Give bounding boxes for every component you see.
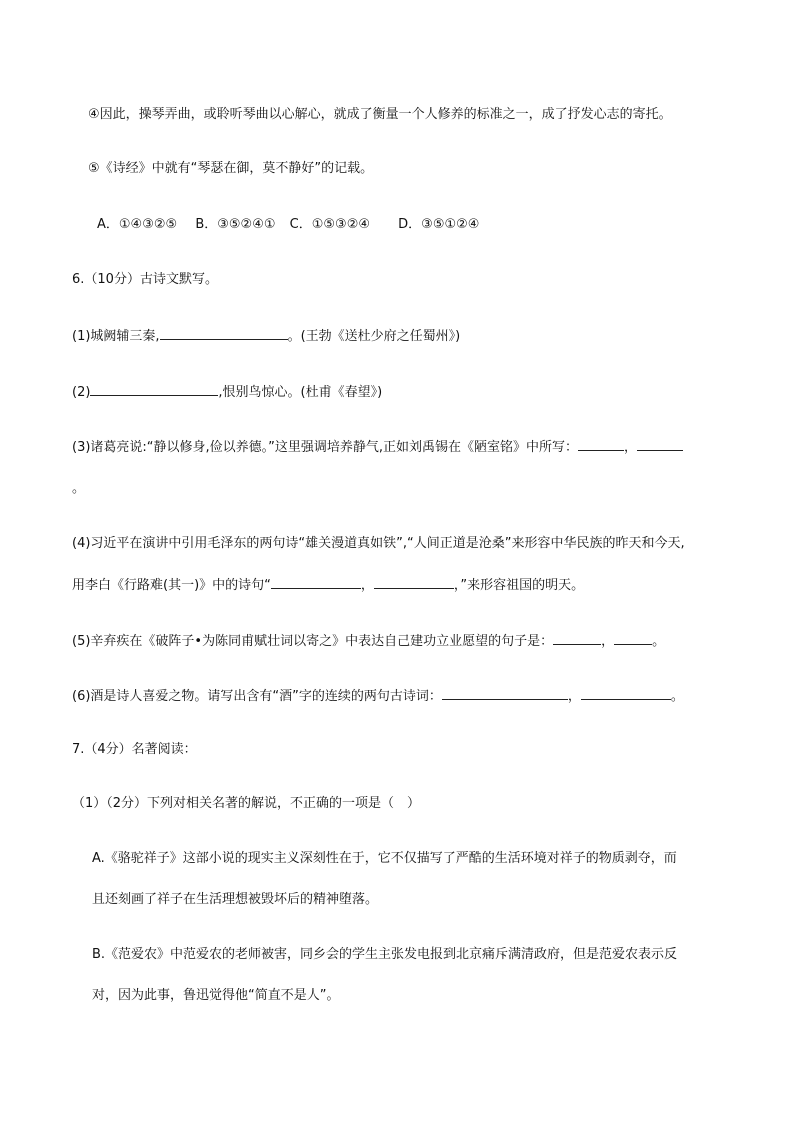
q6-heading: 6.（10分）古诗文默写。 — [72, 272, 218, 287]
item2-suffix: ,恨别鸟惊心。(杜甫《春望》) — [218, 385, 383, 400]
sentence-4: ④因此，操琴弄曲，或聆听琴曲以心解心，就成了衡量一个人修养的标准之一，成了抒发心志的寄托。 — [88, 107, 672, 122]
answer-blank[interactable] — [581, 686, 671, 700]
item1-suffix: 。(王勃《送杜少府之任蜀州》) — [287, 329, 461, 344]
q6-item-5 — [72, 631, 665, 651]
answer-blank[interactable] — [90, 382, 218, 396]
q7-option-b-line-2: 对，因为此事，鲁迅觉得他“简直不是人”。 — [92, 988, 340, 1003]
item2-prefix: (2) — [72, 385, 91, 400]
answer-blank[interactable] — [442, 686, 568, 700]
item1-prefix: (1)城阙辅三秦, — [72, 329, 160, 344]
item6-end: 。 — [670, 689, 684, 704]
option-b: B．③⑤②④① — [195, 217, 276, 232]
answer-blank[interactable] — [374, 575, 454, 589]
option-a: A．①④③②⑤ — [97, 217, 178, 232]
item4-suffix: ，”来形容祖国的明天。 — [453, 578, 585, 593]
answer-blank[interactable] — [614, 631, 652, 645]
item6-prefix: (6)酒是诗人喜爱之物。请写出含有“酒”字的连续的两句古诗词： — [72, 689, 442, 704]
item4-separator: ， — [360, 578, 374, 593]
item3-end-mark: 。 — [72, 481, 86, 496]
q6-item-3 — [72, 437, 683, 457]
q6-item-4-line-1: (4)习近平在演讲中引用毛泽东的两句诗“雄关漫道真如铁”,“人间正道是沧桑”来形容中华民族的昨天和今天, — [72, 536, 685, 551]
q5-options — [97, 216, 479, 234]
item5-end: 。 — [652, 634, 666, 649]
answer-blank[interactable] — [271, 575, 361, 589]
q6-item-4-line-2 — [72, 575, 584, 595]
option-c: C．①⑤③②④ — [289, 217, 371, 232]
sentence-5: ⑤《诗经》中就有“琴瑟在御，莫不静好”的记载。 — [88, 161, 374, 176]
item6-separator: ， — [567, 689, 581, 704]
item5-prefix: (5)辛弃疾在《破阵子•为陈同甫赋壮词以寄之》中表达自己建功立业愿望的句子是： — [72, 634, 554, 649]
answer-blank[interactable] — [160, 326, 288, 340]
q7-option-b-line-1: B.《范爱农》中范爱农的老师被害，同乡会的学生主张发电报到北京痛斥满清政府，但是范爱农表示反 — [92, 947, 678, 962]
item3-text: (3)诸葛亮说:“静以修身,俭以养德。”这里强调培养静气,正如刘禹锡在《陋室铭》中所写： — [72, 440, 579, 455]
option-d: D．③⑤①②④ — [398, 217, 480, 232]
item5-separator: ， — [601, 634, 615, 649]
q6-item-2 — [72, 382, 382, 402]
q7-option-a-line-2: 且还刻画了祥子在生活理想被毁坏后的精神堕落。 — [92, 892, 379, 907]
q7-heading: 7.（4分）名著阅读： — [72, 742, 197, 757]
item3-separator: ， — [624, 440, 638, 455]
q7-sub-question-1: （1）（2分）下列对相关名著的解说，不正确的一项是（ ） — [72, 796, 421, 811]
item4-prefix: 用李白《行路难(其一)》中的诗句“ — [72, 578, 271, 593]
answer-blank[interactable] — [578, 437, 624, 451]
answer-blank[interactable] — [553, 631, 601, 645]
q6-item-6 — [72, 686, 684, 706]
answer-blank[interactable] — [637, 437, 683, 451]
q7-option-a-line-1: A.《骆驼祥子》这部小说的现实主义深刻性在于，它不仅描写了严酷的生活环境对祥子的物质剥夺，而 — [92, 851, 677, 866]
q6-item-1 — [72, 326, 460, 346]
